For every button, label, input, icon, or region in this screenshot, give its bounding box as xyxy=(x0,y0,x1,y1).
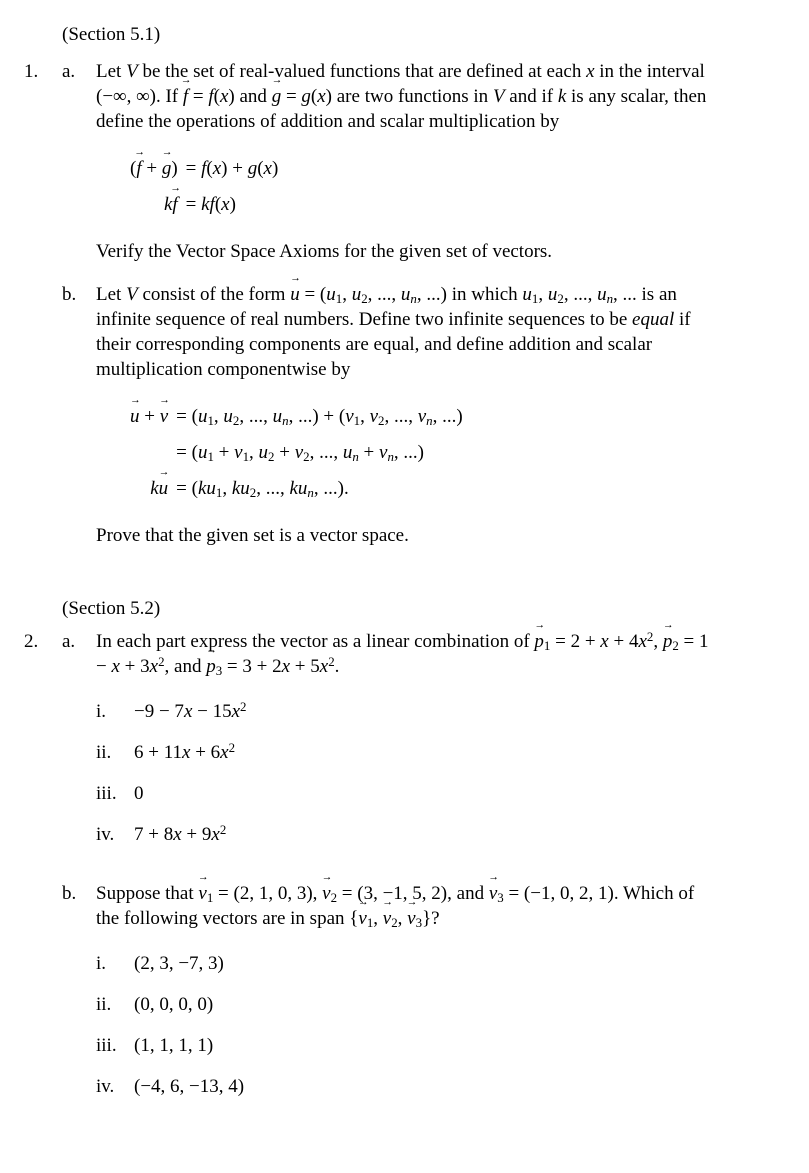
roman-list-vectors xyxy=(96,951,712,1099)
equation-lhs: k→ u xyxy=(130,476,168,501)
list-item-marker: i. xyxy=(96,953,107,974)
part-b-label: b. xyxy=(62,284,77,305)
list-item-expression: (2, 3, −7, 3) xyxy=(134,953,224,974)
equation-rhs: = ($u_1$, $u_2$, ..., $u_n$, ...) + ($v_1$, $v_2$, ..., $v_n$, ...) xyxy=(176,406,463,429)
problem-2-body xyxy=(62,629,739,1133)
list-item-expression: (1, 1, 1, 1) xyxy=(134,1035,214,1056)
list-item xyxy=(96,699,712,724)
list-item xyxy=(96,951,712,976)
equation-rhs: = ($ku_1$, $ku_2$, ..., $ku_n$, ...). xyxy=(176,478,349,501)
list-item-expression: (−4, 6, −13, 4) xyxy=(134,1076,245,1097)
section-heading-5-2: (Section 5.2) xyxy=(62,598,161,619)
roman-list-polynomials xyxy=(96,699,712,847)
equation-lhs: k→ f xyxy=(130,192,178,217)
equation-lhs: (→ f + → g) xyxy=(130,156,178,181)
part-b-task-paragraph: Prove that the given set is a vector space. xyxy=(96,525,409,546)
part-a-label: a. xyxy=(62,61,76,82)
list-item-marker: ii. xyxy=(96,742,112,763)
equation-rhs: = kf(x) xyxy=(185,194,236,215)
list-item-expression: 0 xyxy=(134,783,144,804)
list-item-marker: ii. xyxy=(96,994,112,1015)
list-item-marker: i. xyxy=(96,701,107,722)
list-item xyxy=(96,740,712,765)
problem-2 xyxy=(24,629,739,1133)
problem-2-number: 2. xyxy=(24,631,39,652)
section-heading-5-1: (Section 5.1) xyxy=(62,24,161,45)
part-a-body xyxy=(96,629,712,863)
problem-1-number: 1. xyxy=(24,61,39,82)
list-item-marker: iii. xyxy=(96,783,117,804)
problem-1-body xyxy=(62,59,739,566)
equation-rhs: = ($u_1 + v_1$, $u_2 + v_2$, ..., $u_n + v_n$, ...) xyxy=(176,442,424,465)
problem-1 xyxy=(24,59,739,566)
list-item xyxy=(96,781,712,806)
list-item xyxy=(96,822,712,847)
list-item-expression: $6 + 11x + 6x^2$ xyxy=(134,739,236,763)
list-item-marker: iv. xyxy=(96,824,115,845)
list-item xyxy=(96,1033,712,1058)
problem-1-part-b xyxy=(62,282,739,548)
problem-2-part-b xyxy=(62,881,739,1115)
list-item xyxy=(96,1074,712,1099)
problem-2-part-a xyxy=(62,629,739,863)
part-a-intro-paragraph: In each part express the vector as a linear combination of → $p_1 = 2 + x + 4x^2$, → $p_2 = 1 - x + 3x^2$, and → $p_3 = 3 + 2x + 5x^2$. xyxy=(96,629,712,679)
part-a-intro-paragraph: Let V be the set of real-valued functions that are defined at each x in the interval (−∞, ∞). If → f = f(x) and → g = g(x) are two functions in V and if k is any scalar, then define the operations of addition and scalar multiplication by xyxy=(96,59,712,134)
list-item-expression: (0, 0, 0, 0) xyxy=(134,994,214,1015)
list-item-marker: iii. xyxy=(96,1035,117,1056)
equation-lhs: → u + → v xyxy=(130,404,168,429)
list-item-expression: $-9 - 7x - 15x^2$ xyxy=(134,698,247,722)
part-b-label: b. xyxy=(62,883,77,904)
part-b-body xyxy=(96,881,712,1115)
equation-rhs: = f(x) + g(x) xyxy=(185,158,279,179)
problem-1-part-a xyxy=(62,59,739,264)
equation-block-componentwise xyxy=(130,404,712,501)
part-b-intro-paragraph: Let V consist of the form → $u = (u_1$, $u_2$, ..., $u_n$, ...) in which $u_1$, $u_2$, ..., $u_n$, ... is an infinite sequence of real numbers. Define two infinite sequences to be equal if their corresponding components are equal, and define addition and scalar multiplication componentwise by xyxy=(96,282,712,382)
list-item-expression: $7 + 8x + 9x^2$ xyxy=(134,821,227,845)
part-b-intro-paragraph: Suppose that → $v_1 = (2$, 1, 0, 3), → $v_2 = (3$, −1, 5, 2), and → $v_3 = (-1$, 0, 2, 1). Which of the following vectors are in span {→ $v_1$, → $v_2$, → $v_3$}? xyxy=(96,881,712,931)
part-a-task-paragraph: Verify the Vector Space Axioms for the given set of vectors. xyxy=(96,241,553,262)
part-a-label: a. xyxy=(62,631,76,652)
part-a-body xyxy=(96,59,712,264)
part-b-body xyxy=(96,282,712,548)
equation-block-addition-scalar xyxy=(130,156,712,217)
list-item xyxy=(96,992,712,1017)
list-item-marker: iv. xyxy=(96,1076,115,1097)
